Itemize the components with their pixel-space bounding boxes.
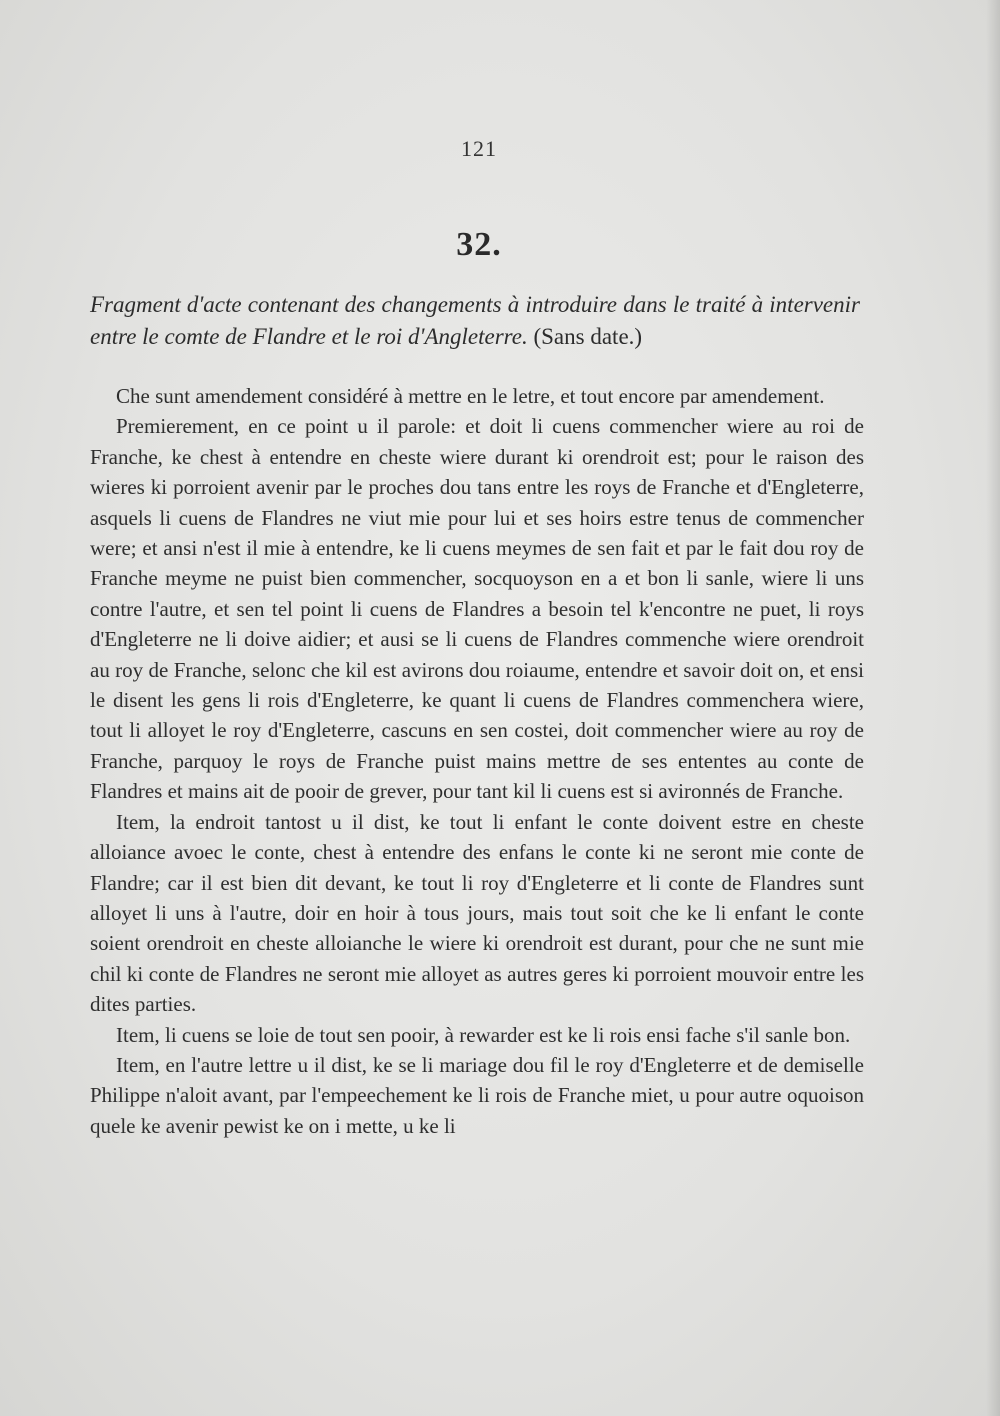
paragraph-5: Item, en l'autre lettre u il dist, ke se li mariage dou fil le roy d'Engleterre et de demiselle Philippe n'aloit avant, par l'empeechement ke li rois de Franche miet, u pour autre oquoison quele ke avenir pewist ke on i mette, u ke li (90, 1052, 864, 1138)
paragraph-1: Che sunt amendement considéré à mettre en le letre, et tout encore par amendement. (116, 384, 825, 408)
paragraph-4: Item, li cuens se loie de tout sen pooir, à rewarder est ke li rois ensi fache s'il sanle bon. (116, 1022, 851, 1047)
document-date-note: (Sans date.) (527, 324, 643, 349)
document-number: 32. (456, 226, 502, 263)
document-body (90, 381, 864, 1141)
paragraph-3: Item, la endroit tantost u il dist, ke tout li enfant le conte doivent estre en cheste alloiance avoec le conte, chest à entendre des enfans le conte ki ne seront mie conte de Flandre; car il est bien dit devant, ke tout li roy d'Engleterre et li conte de Flandres sunt alloyet li uns à l'autre, doir en hoir à tous jours, mais tout soit che ke li enfant le conte soient orendroit en cheste alloianche le wiere ki orendroit est durant, pour che ne sunt mie chil ki conte de Flandres ne seront mie alloyet as autres geres ki porroient mouvoir entre les dites parties. (90, 809, 864, 1017)
page-number: 121 (461, 136, 497, 161)
document-title-italic: Fragment d'acte contenant des changements à introduire dans le traité à intervenir entre le comte de Flandre et le roi d'Angleterre. (90, 292, 860, 349)
paragraph-2: Premierement, en ce point u il parole: et doit li cuens commencher wiere au roi de Franche, ke chest à entendre en cheste wiere durant ki orendroit est; pour le raison des wieres ki porroient avenir par le proches dou tans entre les roys de Franche et d'Engleterre, asquels li cuens de Flandres ne viut mie pour lui et ses hoirs estre tenus de commencher were; et ansi n'est il mie à entendre, ke li cuens meymes de sen fait et par le fait dou roy de Franche meyme ne puist bien commencher, socquoyson en a et bon li sanle, wiere li uns contre l'autre, et sen tel point li cuens de Flandres a besoin tel k'encontre ne puet, li roys d'Engleterre ne li doive aidier; et ausi se li cuens de Flandres commenche wiere orendroit au roy de Franche, selonc che kil est avirons dou roiaume, entendre et savoir doit on, et ensi le disent les gens li rois d'Engleterre, ke quant li cuens de Flandres commenchera wiere, tout li alloyet le roy d'Engleterre, cascuns en sen costei, doit commencher wiere au roy de Franche, parquoy le roys de Franche puist mains mettre de ses ententes au conte de Flandres et mains ait de pooir de grever, pour tant kil li cuens est si avironnés de Franche. (90, 414, 864, 804)
document-title (90, 289, 860, 353)
page-edge-shadow (986, 0, 1000, 1416)
